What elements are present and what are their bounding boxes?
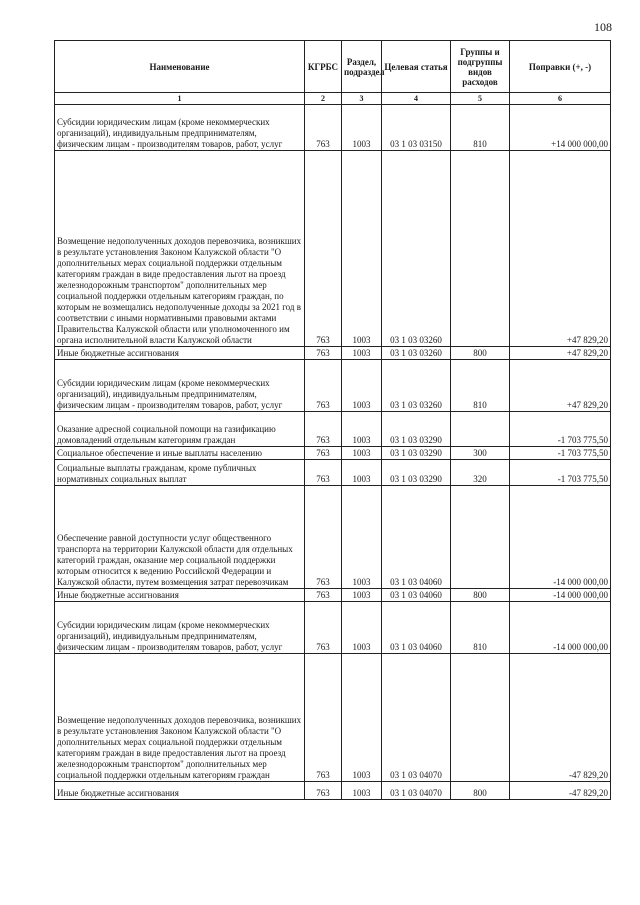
- row-section-cell: 1003: [342, 151, 382, 347]
- row-amount-cell: -14 000 000,00: [510, 486, 611, 589]
- row-kgrbs-cell: 763: [305, 105, 342, 151]
- row-amount-cell: -1 703 775,50: [510, 412, 611, 447]
- row-name-cell: Иные бюджетные ассигнования: [55, 782, 305, 800]
- table-body: [55, 105, 611, 800]
- row-target-cell: 03 1 03 03290: [382, 412, 451, 447]
- header-section: Раздел, подраздел: [342, 41, 382, 93]
- header-amendments: Поправки (+, -): [510, 41, 611, 93]
- row-name-cell: Социальное обеспечение и иные выплаты населению: [55, 447, 305, 460]
- row-group-cell: [451, 486, 510, 589]
- row-group-cell: 300: [451, 447, 510, 460]
- row-target-cell: 03 1 03 04060: [382, 602, 451, 654]
- row-kgrbs-cell: 763: [305, 782, 342, 800]
- row-kgrbs-cell: 763: [305, 360, 342, 412]
- row-amount-cell: -47 829,20: [510, 654, 611, 782]
- row-amount-cell: -47 829,20: [510, 782, 611, 800]
- row-section-cell: 1003: [342, 486, 382, 589]
- row-kgrbs-cell: 763: [305, 460, 342, 486]
- row-section-cell: 1003: [342, 460, 382, 486]
- row-amount-cell: -1 703 775,50: [510, 460, 611, 486]
- row-section-cell: 1003: [342, 347, 382, 360]
- table-row: [55, 782, 611, 800]
- row-amount-cell: -14 000 000,00: [510, 589, 611, 602]
- row-group-cell: [451, 412, 510, 447]
- row-amount-cell: -14 000 000,00: [510, 602, 611, 654]
- row-name-cell: Оказание адресной социальной помощи на газификацию домовладений отдельным категориям граждан: [55, 412, 305, 447]
- row-target-cell: 03 1 03 03260: [382, 360, 451, 412]
- row-name-cell: Социальные выплаты гражданам, кроме публичных нормативных социальных выплат: [55, 460, 305, 486]
- row-target-cell: 03 1 03 03290: [382, 447, 451, 460]
- row-section-cell: 1003: [342, 412, 382, 447]
- row-name-cell: Возмещение недополученных доходов перевозчика, возникших в результате установления Законом Калужской области "О дополнительных мерах социальной поддержки отдельным категориям граждан в виде предоставления льгот на проезд железнодорожным транспортом" дополнительных мер социальной поддержки отдельным категориям граждан, по которым не возмещались недополученные доходы за 2021 год в соответствии с иными нормативными правовыми актами Правительства Калужской области или уполномоченного им органа исполнительной власти Калужской области: [55, 151, 305, 347]
- row-group-cell: [451, 151, 510, 347]
- row-target-cell: 03 1 03 03150: [382, 105, 451, 151]
- row-group-cell: 800: [451, 589, 510, 602]
- row-name-cell: Субсидии юридическим лицам (кроме некоммерческих организаций), индивидуальным предпринимателям, физическим лицам - производителям товаров, работ, услуг: [55, 360, 305, 412]
- row-amount-cell: +47 829,20: [510, 151, 611, 347]
- row-group-cell: 320: [451, 460, 510, 486]
- row-target-cell: 03 1 03 04070: [382, 782, 451, 800]
- row-group-cell: 810: [451, 105, 510, 151]
- row-name-cell: Возмещение недополученных доходов перевозчика, возникших в результате установления Законом Калужской области "О дополнительных мерах социальной поддержки отдельным категориям граждан в виде предоставления льгот на проезд железнодорожным транспортом" дополнительных мер социальной поддержки отдельным категориям граждан: [55, 654, 305, 782]
- row-section-cell: 1003: [342, 105, 382, 151]
- row-section-cell: 1003: [342, 602, 382, 654]
- row-kgrbs-cell: 763: [305, 151, 342, 347]
- table-row: [55, 447, 611, 460]
- column-number: 3: [342, 93, 382, 105]
- row-group-cell: 800: [451, 347, 510, 360]
- column-number: 1: [55, 93, 305, 105]
- row-kgrbs-cell: 763: [305, 486, 342, 589]
- table-row: [55, 412, 611, 447]
- column-number: 2: [305, 93, 342, 105]
- row-group-cell: [451, 654, 510, 782]
- row-section-cell: 1003: [342, 447, 382, 460]
- row-group-cell: 800: [451, 782, 510, 800]
- table-row: [55, 654, 611, 782]
- header-row: [55, 41, 611, 93]
- row-target-cell: 03 1 03 03260: [382, 347, 451, 360]
- row-group-cell: 810: [451, 360, 510, 412]
- table-row: [55, 151, 611, 347]
- row-name-cell: Иные бюджетные ассигнования: [55, 589, 305, 602]
- row-name-cell: Обеспечение равной доступности услуг общественного транспорта на территории Калужской области для отдельных категорий граждан, оказание мер социальной поддержки которым относится к ведению Российской Федерации и Калужской области, путем возмещения затрат перевозчикам: [55, 486, 305, 589]
- row-target-cell: 03 1 03 03260: [382, 151, 451, 347]
- row-kgrbs-cell: 763: [305, 412, 342, 447]
- row-section-cell: 1003: [342, 589, 382, 602]
- column-number: 4: [382, 93, 451, 105]
- row-name-cell: Иные бюджетные ассигнования: [55, 347, 305, 360]
- row-name-cell: Субсидии юридическим лицам (кроме некоммерческих организаций), индивидуальным предпринимателям, физическим лицам - производителям товаров, работ, услуг: [55, 602, 305, 654]
- row-section-cell: 1003: [342, 360, 382, 412]
- row-target-cell: 03 1 03 03290: [382, 460, 451, 486]
- row-kgrbs-cell: 763: [305, 654, 342, 782]
- row-section-cell: 1003: [342, 782, 382, 800]
- row-target-cell: 03 1 03 04060: [382, 486, 451, 589]
- header-target: Целевая статья: [382, 41, 451, 93]
- row-name-cell: Субсидии юридическим лицам (кроме некоммерческих организаций), индивидуальным предпринимателям, физическим лицам - производителям товаров, работ, услуг: [55, 105, 305, 151]
- row-amount-cell: +47 829,20: [510, 360, 611, 412]
- column-number: 6: [510, 93, 611, 105]
- row-kgrbs-cell: 763: [305, 589, 342, 602]
- row-amount-cell: +47 829,20: [510, 347, 611, 360]
- row-kgrbs-cell: 763: [305, 602, 342, 654]
- row-group-cell: 810: [451, 602, 510, 654]
- table-row: [55, 602, 611, 654]
- table-row: [55, 347, 611, 360]
- row-amount-cell: +14 000 000,00: [510, 105, 611, 151]
- header-name: Наименование: [55, 41, 305, 93]
- row-amount-cell: -1 703 775,50: [510, 447, 611, 460]
- row-kgrbs-cell: 763: [305, 347, 342, 360]
- header-kgrbs: КГРБС: [305, 41, 342, 93]
- header-groups: Группы и подгруппы видов расходов: [451, 41, 510, 93]
- row-section-cell: 1003: [342, 654, 382, 782]
- table-row: [55, 105, 611, 151]
- table-row: [55, 460, 611, 486]
- budget-table: [54, 40, 611, 800]
- column-number-row: [55, 93, 611, 105]
- table-row: [55, 360, 611, 412]
- row-kgrbs-cell: 763: [305, 447, 342, 460]
- table-row: [55, 486, 611, 589]
- row-target-cell: 03 1 03 04060: [382, 589, 451, 602]
- page-number: 108: [594, 20, 612, 34]
- column-number: 5: [451, 93, 510, 105]
- table-row: [55, 589, 611, 602]
- row-target-cell: 03 1 03 04070: [382, 654, 451, 782]
